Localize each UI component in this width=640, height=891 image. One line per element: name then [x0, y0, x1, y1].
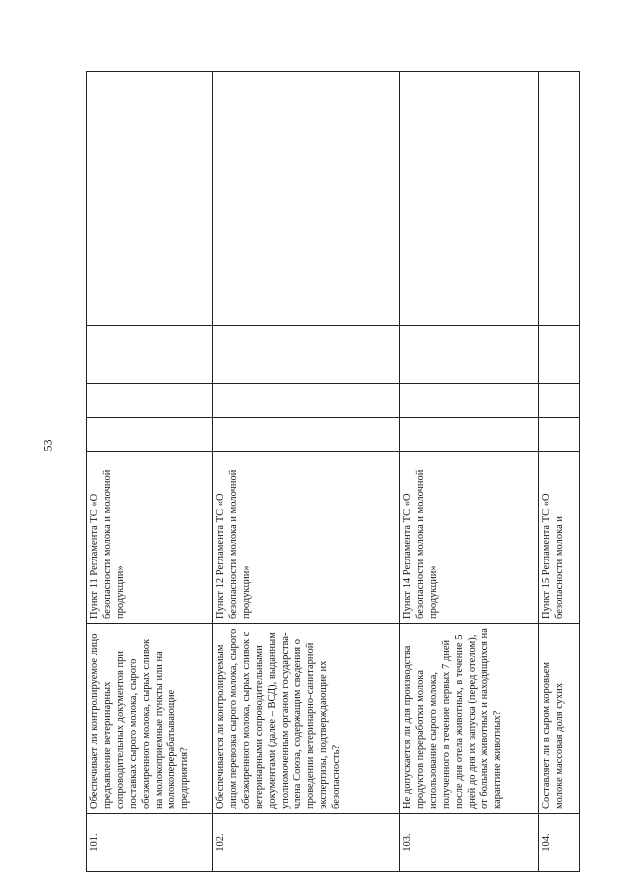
rotated-table-area: [86, 72, 606, 872]
requirements-table: [86, 71, 580, 872]
table-rotator: [86, 72, 606, 872]
empty-cell: [213, 326, 400, 384]
row-number: 102.: [213, 814, 400, 872]
empty-cell: [539, 384, 580, 418]
empty-cell: [87, 326, 213, 384]
row-number: 103.: [400, 814, 539, 872]
empty-cell: [400, 326, 539, 384]
empty-cell: [87, 384, 213, 418]
row-number: 101.: [87, 814, 213, 872]
question-cell: Составляет ли в сыром коровьем молоке массовая доля сухих: [539, 624, 580, 814]
empty-cell: [400, 418, 539, 452]
table-row: [87, 72, 213, 872]
empty-cell: [213, 418, 400, 452]
table-row: [539, 72, 580, 872]
page-number: 53: [40, 439, 55, 452]
reference-cell: Пункт 11 Регламента ТС «О безопасности молока и молочной продукции»: [87, 452, 213, 624]
empty-cell: [87, 72, 213, 326]
empty-cell: [539, 72, 580, 326]
reference-cell: Пункт 14 Регламента ТС «О безопасности молока и молочной продукции»: [400, 452, 539, 624]
empty-cell: [400, 72, 539, 326]
empty-cell: [87, 418, 213, 452]
empty-cell: [400, 384, 539, 418]
question-cell: Не допускается ли для производства продуктов переработки молока использование сырого молока, полученного в течение первых 7 дней после дня отела животных, в течение 5 дней до дня их запуска (перед отелом), от больных животных и находящихся на карантине животных?: [400, 624, 539, 814]
empty-cell: [213, 72, 400, 326]
reference-cell: Пункт 15 Регламента ТС «О безопасности молока и: [539, 452, 580, 624]
empty-cell: [539, 326, 580, 384]
empty-cell: [539, 418, 580, 452]
reference-cell: Пункт 12 Регламента ТС «О безопасности молока и молочной продукции»: [213, 452, 400, 624]
question-cell: Обеспечивается ли контролируемым лицом перевозка сырого молока, сырого обезжиренного молока, сырых сливок с ветеринарными сопроводительными документами (далее – ВСД), выданным уполномоченным органом государства-члена Союза, содержащим сведения о проведении ветеринарно-санитарной экспертизы, подтверждающие их безопасность?: [213, 624, 400, 814]
empty-cell: [213, 384, 400, 418]
table-row: [213, 72, 400, 872]
question-cell: Обеспечивает ли контролируемое лицо предъявление ветеринарных сопроводительных документов при поставках сырого молока, сырого обезжиренного молока, сырых сливок на молокоприемные пункты или на молокоперерабатывающие предприятия?: [87, 624, 213, 814]
row-number: 104.: [539, 814, 580, 872]
table-row: [400, 72, 539, 872]
